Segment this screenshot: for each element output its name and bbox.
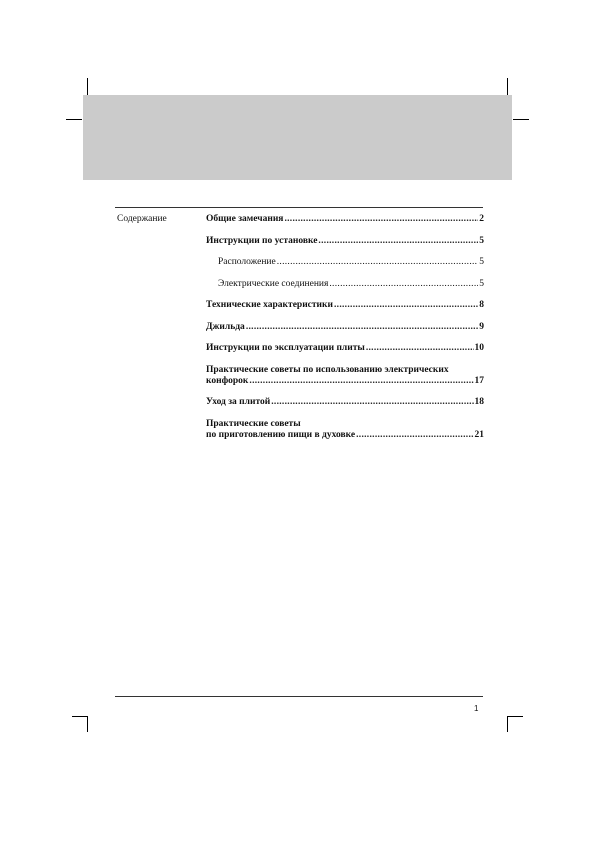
toc-leader-dots	[334, 300, 478, 311]
toc-entry-page: 9	[479, 321, 484, 332]
toc-entry-title: по приготовлению пищи в духовке	[206, 429, 356, 440]
toc-leader-dots	[366, 343, 474, 354]
toc-leader-dots	[246, 322, 478, 333]
toc-entry[interactable]	[206, 419, 484, 441]
toc-entry-title: конфорок	[206, 375, 249, 386]
toc-entry-title: Уход за плитой	[206, 397, 271, 407]
header-band	[83, 95, 512, 180]
crop-mark-top-left-horizontal	[66, 119, 82, 120]
top-rule	[115, 207, 483, 208]
toc-entry-page: 10	[474, 343, 484, 353]
toc-entry-page: 17	[474, 375, 484, 386]
bottom-rule	[115, 696, 483, 697]
crop-mark-bottom-right-vertical	[507, 716, 508, 732]
toc-entry-page: 5	[479, 257, 484, 267]
toc-entry-page: 18	[474, 397, 484, 407]
toc-entry[interactable]	[206, 300, 484, 311]
crop-mark-top-right-horizontal	[513, 119, 529, 120]
toc-entry-title: Практические советы по использованию электрических	[206, 364, 449, 375]
toc-entry-page: 5	[479, 235, 484, 246]
toc-entry-title: Инструкции по установке	[206, 235, 318, 246]
toc-entry[interactable]	[206, 257, 484, 268]
toc-entry-title: Общие замечания	[206, 214, 284, 224]
toc-entry-title: Расположение	[218, 257, 276, 267]
toc-leader-dots	[284, 214, 478, 225]
toc-leader-dots	[356, 430, 473, 441]
crop-mark-bottom-left-horizontal	[72, 716, 88, 717]
toc-leader-dots	[277, 257, 479, 268]
toc-entry[interactable]	[206, 279, 484, 290]
toc-entry[interactable]	[206, 236, 484, 247]
toc-entry-title: Джильда	[206, 321, 245, 332]
toc-leader-dots	[329, 279, 478, 290]
crop-mark-bottom-right-horizontal	[507, 716, 523, 717]
toc-entry-page: 8	[479, 300, 484, 310]
page-number: 1	[474, 704, 479, 713]
table-of-contents	[206, 214, 484, 451]
toc-entry-page: 5	[479, 278, 484, 289]
toc-entry[interactable]	[206, 322, 484, 333]
toc-entry-title: Инструкции по эксплуатации плиты	[206, 343, 365, 353]
section-label: Содержание	[117, 214, 167, 224]
toc-entry-page: 21	[474, 429, 484, 440]
crop-mark-bottom-left-vertical	[87, 716, 88, 732]
toc-entry[interactable]	[206, 214, 484, 225]
toc-entry-title: Электрические соединения	[218, 278, 329, 289]
toc-entry-page: 2	[479, 214, 484, 224]
toc-entry[interactable]	[206, 397, 484, 408]
toc-leader-dots	[249, 376, 473, 387]
toc-entry-title: Практические советы	[206, 418, 301, 429]
toc-leader-dots	[318, 236, 478, 247]
toc-leader-dots	[271, 397, 473, 408]
toc-entry[interactable]	[206, 365, 484, 387]
toc-entry[interactable]	[206, 343, 484, 354]
toc-entry-title: Технические характеристики	[206, 300, 333, 310]
